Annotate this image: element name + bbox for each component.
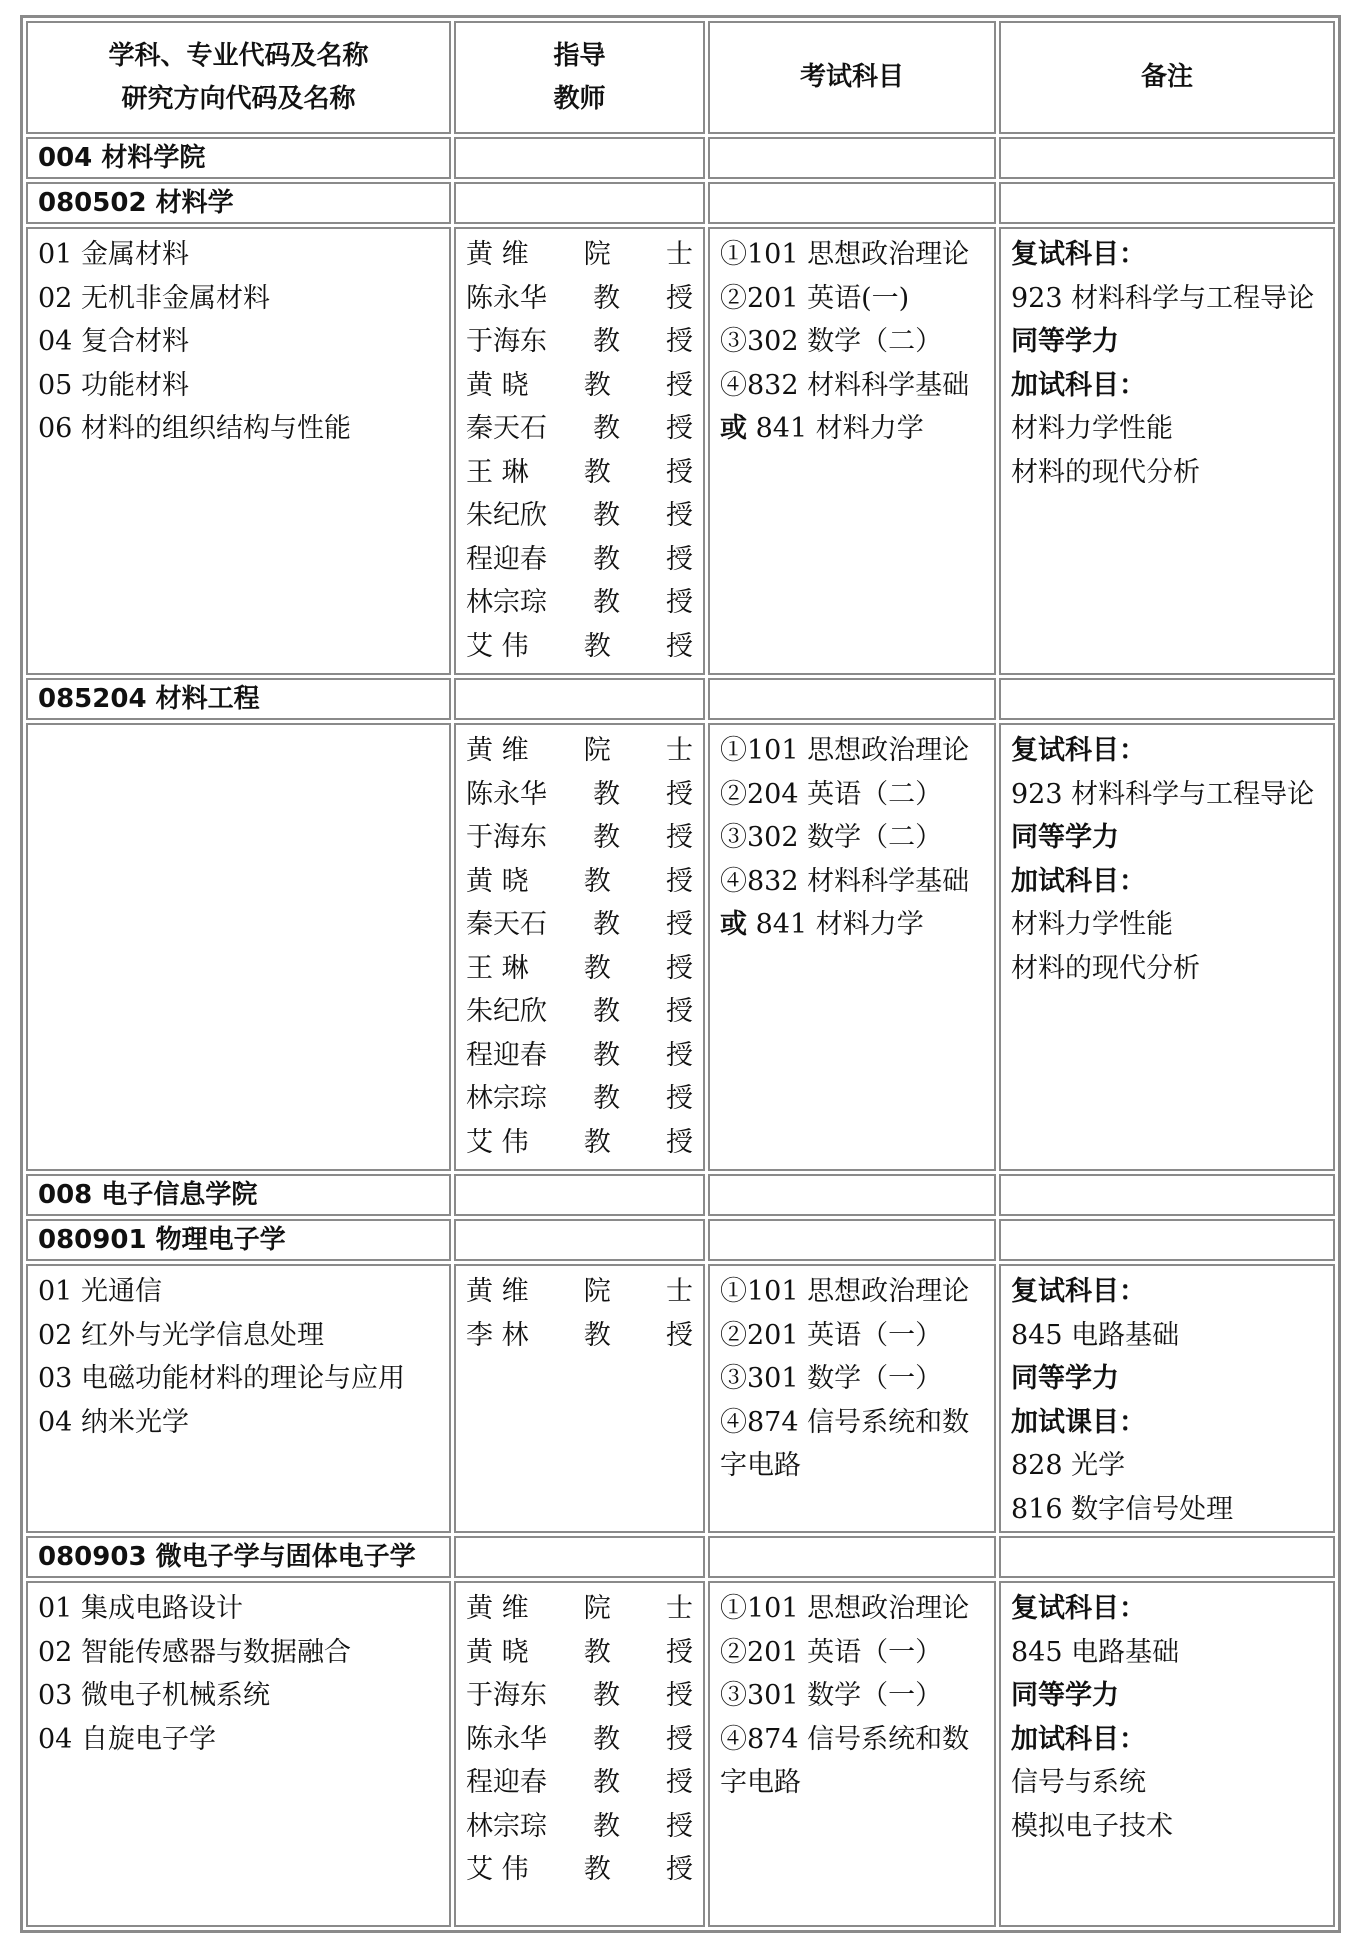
exams-cell	[708, 723, 996, 1171]
retest-value: 923 材料科学与工程导论	[1011, 778, 1315, 810]
advisor-title-a: 教	[593, 822, 620, 853]
extra-item: 828 光学	[1011, 1450, 1126, 1481]
empty-cell	[999, 137, 1335, 179]
extra-label: 加试课目：	[1011, 1406, 1146, 1438]
empty-cell	[454, 182, 705, 224]
advisor-name: 艾 伟	[466, 630, 529, 662]
advisor-title-b: 授	[666, 630, 693, 662]
advisor-item	[466, 1674, 693, 1718]
advisor-title-b: 授	[666, 1810, 693, 1842]
equal-label: 同等学力	[1011, 326, 1119, 357]
advisor-title-b: 授	[666, 1854, 693, 1885]
section-title: 080903 微电子学与固体电子学	[26, 1536, 451, 1578]
advisor-name: 秦天石	[466, 413, 547, 444]
advisor-name: 黄 维	[466, 239, 529, 270]
empty-cell	[454, 137, 705, 179]
advisor-name: 林宗琮	[466, 1083, 547, 1114]
direction-item: 03 微电子机械系统	[38, 1680, 270, 1711]
exam-item: ④874 信号系统和数字电路	[720, 1406, 970, 1481]
advisor-title-b: 士	[666, 735, 693, 766]
program-row	[26, 1264, 1335, 1533]
advisor-name: 朱纪欣	[466, 996, 547, 1027]
empty-cell	[999, 182, 1335, 224]
direction-item: 02 红外与光学信息处理	[38, 1319, 324, 1351]
notes-cell	[999, 1264, 1335, 1533]
advisor-item	[466, 625, 693, 669]
extra-label: 加试科目：	[1011, 865, 1146, 897]
exam-item: ①101 思想政治理论	[720, 1593, 970, 1624]
extra-item: 816 数字信号处理	[1011, 1493, 1234, 1525]
retest-label: 复试科目：	[1011, 735, 1146, 766]
advisor-item	[466, 1587, 693, 1631]
exam-alt-line	[720, 903, 984, 947]
program-row	[26, 1581, 1335, 1927]
section-row	[26, 137, 1335, 179]
extra-item: 材料的现代分析	[1011, 456, 1200, 488]
advisor-title-b: 授	[666, 822, 693, 853]
notes-cell	[999, 723, 1335, 1171]
advisors-cell	[454, 723, 705, 1171]
advisor-name: 陈永华	[466, 1723, 547, 1755]
advisor-title-a: 教	[593, 1680, 620, 1711]
directions-cell	[26, 723, 451, 1171]
empty-cell	[708, 1219, 996, 1261]
advisor-title-b: 授	[666, 952, 693, 984]
advisor-title-a: 教	[593, 282, 620, 314]
advisor-item	[466, 1718, 693, 1762]
advisor-title-a: 院	[583, 735, 611, 766]
advisor-title-a: 教	[593, 1723, 620, 1755]
advisor-title-b: 士	[666, 1593, 693, 1624]
advisor-name: 王 琳	[466, 456, 529, 488]
extra-item: 材料力学性能	[1011, 909, 1173, 940]
exam-or: 或	[720, 413, 747, 444]
advisor-name: 黄 维	[466, 735, 529, 766]
advisor-title-a: 教	[593, 1083, 620, 1114]
advisor-item	[466, 1805, 693, 1849]
section-title: 080502 材料学	[26, 182, 451, 224]
extra-label: 加试科目：	[1011, 369, 1146, 401]
exam-item: ③301 数学（一）	[720, 1363, 943, 1394]
advisor-name: 陈永华	[466, 778, 547, 810]
advisor-title-a: 教	[583, 630, 611, 662]
section-row	[26, 1174, 1335, 1216]
exam-item: ③301 数学（一）	[720, 1680, 943, 1711]
advisor-name: 李 林	[466, 1319, 529, 1351]
advisor-item	[466, 773, 693, 817]
advisor-item	[466, 1121, 693, 1165]
advisor-title-a: 教	[583, 865, 611, 897]
empty-cell	[708, 137, 996, 179]
advisor-item	[466, 277, 693, 321]
advisor-title-a: 教	[593, 996, 620, 1027]
advisor-title-b: 授	[666, 1083, 693, 1114]
section-row	[26, 1219, 1335, 1261]
notes-cell	[999, 227, 1335, 675]
header-row	[26, 21, 1335, 134]
direction-item: 04 纳米光学	[38, 1406, 189, 1438]
header-exam: 考试科目	[708, 21, 996, 134]
advisor-title-b: 授	[666, 500, 693, 531]
advisor-title-b: 授	[666, 909, 693, 940]
extra-item: 材料力学性能	[1011, 413, 1173, 444]
equal-label: 同等学力	[1011, 1680, 1119, 1711]
advisor-title-b: 授	[666, 996, 693, 1027]
advisor-title-b: 授	[666, 778, 693, 810]
advisor-name: 黄 维	[466, 1593, 529, 1624]
advisor-title-a: 教	[583, 1126, 611, 1158]
advisor-name: 于海东	[466, 326, 547, 357]
advisor-title-b: 授	[666, 1767, 693, 1798]
equal-label: 同等学力	[1011, 822, 1119, 853]
advisor-item	[466, 1761, 693, 1805]
advisor-item	[466, 1077, 693, 1121]
direction-item: 05 功能材料	[38, 369, 189, 401]
advisor-title-a: 院	[583, 1276, 611, 1307]
empty-cell	[708, 182, 996, 224]
extra-label: 加试科目：	[1011, 1723, 1146, 1755]
advisor-title-b: 授	[666, 543, 693, 575]
exams-cell	[708, 1264, 996, 1533]
empty-cell	[454, 1219, 705, 1261]
section-title: 004 材料学院	[26, 137, 451, 179]
advisors-cell	[454, 1264, 705, 1533]
advisor-name: 黄 晓	[466, 1636, 529, 1668]
advisor-name: 程迎春	[466, 1767, 547, 1798]
notes-cell	[999, 1581, 1335, 1927]
header-advisor-line1: 指导	[553, 40, 606, 71]
admissions-table	[20, 15, 1341, 1933]
direction-item: 01 集成电路设计	[38, 1593, 243, 1624]
advisor-name: 程迎春	[466, 543, 547, 575]
empty-cell	[454, 1174, 705, 1216]
exam-alt-line	[720, 407, 984, 451]
direction-item: 01 光通信	[38, 1276, 162, 1307]
extra-item: 模拟电子技术	[1011, 1810, 1173, 1842]
exams-cell	[708, 227, 996, 675]
section-title: 080901 物理电子学	[26, 1219, 451, 1261]
section-title: 085204 材料工程	[26, 678, 451, 720]
retest-value: 845 电路基础	[1011, 1319, 1180, 1351]
exam-item: ④832 材料科学基础	[720, 865, 970, 897]
advisor-item	[466, 990, 693, 1034]
advisor-title-b: 授	[666, 1723, 693, 1755]
advisor-name: 朱纪欣	[466, 500, 547, 531]
exam-item: ③302 数学（二）	[720, 326, 943, 357]
retest-value: 845 电路基础	[1011, 1636, 1180, 1668]
advisor-title-b: 授	[666, 456, 693, 488]
advisor-title-b: 授	[666, 587, 693, 618]
direction-item: 01 金属材料	[38, 239, 189, 270]
advisor-title-b: 授	[666, 369, 693, 401]
extra-item: 信号与系统	[1011, 1767, 1146, 1798]
empty-cell	[454, 678, 705, 720]
section-row	[26, 678, 1335, 720]
advisor-title-b: 授	[666, 865, 693, 897]
exam-item: ①101 思想政治理论	[720, 239, 970, 270]
advisor-item	[466, 538, 693, 582]
exam-item: ④874 信号系统和数字电路	[720, 1723, 970, 1798]
advisor-title-a: 教	[583, 1636, 611, 1668]
advisor-name: 黄 晓	[466, 865, 529, 897]
program-row	[26, 723, 1335, 1171]
advisor-title-a: 教	[593, 778, 620, 810]
advisor-name: 艾 伟	[466, 1854, 529, 1885]
equal-label: 同等学力	[1011, 1363, 1119, 1394]
exam-item: ①101 思想政治理论	[720, 1276, 970, 1307]
advisor-item	[466, 364, 693, 408]
advisor-item	[466, 947, 693, 991]
advisor-name: 秦天石	[466, 909, 547, 940]
advisor-name: 黄 维	[466, 1276, 529, 1307]
advisor-item	[466, 1848, 693, 1892]
advisor-title-b: 授	[666, 282, 693, 314]
header-advisor-line2: 教师	[553, 83, 606, 114]
direction-item: 02 智能传感器与数据融合	[38, 1636, 351, 1668]
advisor-title-a: 教	[593, 909, 620, 940]
advisor-title-b: 授	[666, 326, 693, 357]
advisor-item	[466, 903, 693, 947]
advisor-item	[466, 729, 693, 773]
advisor-item	[466, 1034, 693, 1078]
advisor-title-a: 教	[583, 456, 611, 488]
header-discipline-line2: 研究方向代码及名称	[121, 83, 356, 114]
retest-value: 923 材料科学与工程导论	[1011, 282, 1315, 314]
advisor-item	[466, 1631, 693, 1675]
header-discipline	[26, 21, 451, 134]
section-row	[26, 1536, 1335, 1578]
advisor-item	[466, 581, 693, 625]
advisor-item	[466, 233, 693, 277]
advisor-item	[466, 1314, 693, 1358]
advisor-name: 林宗琮	[466, 587, 547, 618]
exam-alt: 841 材料力学	[747, 909, 924, 940]
advisor-title-a: 教	[593, 413, 620, 444]
program-row	[26, 227, 1335, 675]
advisor-title-b: 授	[666, 1636, 693, 1668]
advisor-title-a: 教	[583, 1854, 611, 1885]
advisor-item	[466, 451, 693, 495]
empty-cell	[999, 1219, 1335, 1261]
advisor-item	[466, 860, 693, 904]
advisor-item	[466, 407, 693, 451]
advisor-title-b: 授	[666, 1126, 693, 1158]
header-advisor	[454, 21, 705, 134]
directions-cell	[26, 1581, 451, 1927]
empty-cell	[999, 1174, 1335, 1216]
retest-label: 复试科目：	[1011, 1276, 1146, 1307]
directions-cell	[26, 1264, 451, 1533]
advisor-title-a: 教	[593, 326, 620, 357]
empty-cell	[708, 678, 996, 720]
empty-cell	[999, 1536, 1335, 1578]
empty-cell	[454, 1536, 705, 1578]
advisor-title-b: 授	[666, 1039, 693, 1071]
empty-cell	[708, 1536, 996, 1578]
direction-item: 04 复合材料	[38, 326, 189, 357]
advisor-title-a: 院	[583, 1593, 611, 1624]
advisor-title-b: 士	[666, 239, 693, 270]
advisor-name: 于海东	[466, 1680, 547, 1711]
advisor-item	[466, 494, 693, 538]
advisor-name: 林宗琮	[466, 1810, 547, 1842]
section-title: 008 电子信息学院	[26, 1174, 451, 1216]
advisor-title-a: 院	[583, 239, 611, 270]
advisor-item	[466, 816, 693, 860]
advisor-title-a: 教	[593, 500, 620, 531]
advisor-title-a: 教	[593, 543, 620, 575]
advisor-title-a: 教	[593, 1767, 620, 1798]
advisor-title-a: 教	[583, 1319, 611, 1351]
exams-cell	[708, 1581, 996, 1927]
exam-item: ②201 英语（一）	[720, 1319, 943, 1351]
exam-item: ②201 英语（一）	[720, 1636, 943, 1668]
section-row	[26, 182, 1335, 224]
advisors-cell	[454, 1581, 705, 1927]
empty-cell	[708, 1174, 996, 1216]
direction-item: 02 无机非金属材料	[38, 282, 270, 314]
exam-or: 或	[720, 909, 747, 940]
advisor-title-a: 教	[583, 952, 611, 984]
direction-item: 04 自旋电子学	[38, 1723, 216, 1755]
advisor-name: 程迎春	[466, 1039, 547, 1071]
advisor-title-a: 教	[583, 369, 611, 401]
advisor-name: 王 琳	[466, 952, 529, 984]
empty-cell	[999, 678, 1335, 720]
advisor-name: 艾 伟	[466, 1126, 529, 1158]
advisor-name: 于海东	[466, 822, 547, 853]
exam-item: ①101 思想政治理论	[720, 735, 970, 766]
header-discipline-line1: 学科、专业代码及名称	[108, 40, 369, 71]
direction-item: 03 电磁功能材料的理论与应用	[38, 1363, 405, 1394]
advisor-name: 陈永华	[466, 282, 547, 314]
advisor-name: 黄 晓	[466, 369, 529, 401]
advisor-title-b: 士	[666, 1276, 693, 1307]
header-notes: 备注	[999, 21, 1335, 134]
advisors-cell	[454, 227, 705, 675]
exam-item: ③302 数学（二）	[720, 822, 943, 853]
direction-item: 06 材料的组织结构与性能	[38, 413, 351, 444]
advisor-title-b: 授	[666, 1319, 693, 1351]
advisor-item	[466, 320, 693, 364]
advisor-title-a: 教	[593, 1810, 620, 1842]
directions-cell	[26, 227, 451, 675]
advisor-title-a: 教	[593, 587, 620, 618]
extra-item: 材料的现代分析	[1011, 952, 1200, 984]
advisor-item	[466, 1270, 693, 1314]
exam-item: ④832 材料科学基础	[720, 369, 970, 401]
retest-label: 复试科目：	[1011, 239, 1146, 270]
retest-label: 复试科目：	[1011, 1593, 1146, 1624]
advisor-title-a: 教	[593, 1039, 620, 1071]
advisor-title-b: 授	[666, 413, 693, 444]
exam-item: ②201 英语(一)	[720, 282, 910, 314]
exam-alt: 841 材料力学	[747, 413, 924, 444]
advisor-title-b: 授	[666, 1680, 693, 1711]
exam-item: ②204 英语（二）	[720, 778, 943, 810]
